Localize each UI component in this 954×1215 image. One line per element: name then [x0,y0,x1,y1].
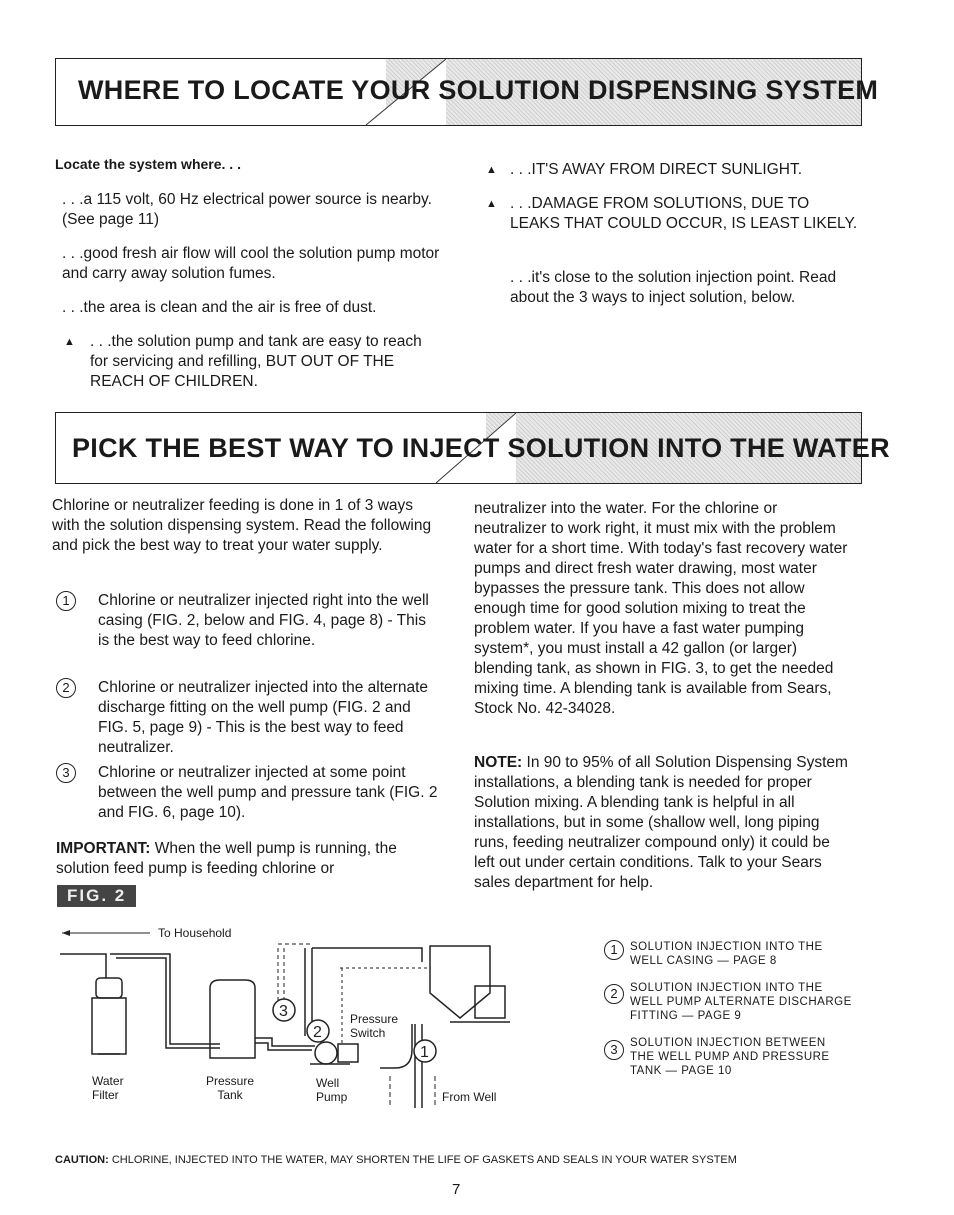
important-text: When the well pump is running, the solution feed pump is feeding chlorine or [56,840,397,877]
section-banner-inject [55,412,890,484]
legend-text-1: SOLUTION INJECTION INTO THE WELL CASING — PAGE 8 [630,941,823,967]
legend-number-2: 2 [604,984,624,1004]
blending-paragraph: neutralizer into the water. For the chlorine or neutralizer to work right, it must mix with the problem water for a short time. With today's fast recovery water pumps and direct fresh water drawing, most water bypasses the pressure tank. This does not allow enough time for good solution mixing to treat the problem water. If you have a fast water pumping system*, you must install a 42 gallon (or larger) blending tank, as shown in FIG. 3, to get the needed mixing time. A blending tank is available from Sears, Stock No. 42-34028. [474,500,848,717]
diagram-marker-1: 1 [420,1044,429,1061]
note-text: In 90 to 95% of all Solution Dispensing System installations, a blending tank is needed for proper Solution mixing. A blending tank is helpful in all installations, but in some (shallow well, long piping runs, feeding neutralizer compound only) it could be left out under certain conditions. Talk to your Sears sales department for help. [474,754,848,891]
option-text-2: Chlorine or neutralizer injected into the alternate discharge fitting on the well pump (FIG. 2 and FIG. 5, page 9) - This is the best way to feed neutralizer. [98,679,428,756]
legend-text-2: SOLUTION INJECTION INTO THE WELL PUMP ALTERNATE DISCHARGE FITTING — PAGE 9 [630,982,852,1022]
note-label: NOTE: [474,754,523,771]
figure-label: FIG. 2 [57,885,136,907]
option-number-1: 1 [56,591,76,611]
label-from-well: From Well [442,1090,497,1104]
section-title-inject: PICK THE BEST WAY TO INJECT SOLUTION INTO THE WATER [72,433,890,463]
important-paragraph [56,839,440,879]
section-banner-locate [55,58,879,126]
locate-item-1: . . .a 115 volt, 60 Hz electrical power source is nearby. (See page 11) [62,191,432,228]
option-number-2: 2 [56,678,76,698]
warning-triangle-icon: ▲ [486,198,497,210]
section-title-locate: WHERE TO LOCATE YOUR SOLUTION DISPENSING SYSTEM [78,75,879,105]
locate-heading: Locate the system where. . . [55,156,241,172]
warning-triangle-icon: ▲ [64,336,75,348]
option-text-3: Chlorine or neutralizer injected at some point between the well pump and pressure tank (FIG. 2 and FIG. 6, page 10). [98,764,438,821]
note-paragraph [474,753,852,893]
locate-item-6: . . .DAMAGE FROM SOLUTIONS, DUE TO LEAKS THAT COULD OCCUR, IS LEAST LIKELY. [510,195,858,232]
locate-item-3: . . .the area is clean and the air is free of dust. [62,299,377,316]
legend-number-3: 3 [604,1040,624,1060]
label-to-household: To Household [158,926,232,940]
caution-line [55,1154,737,1166]
inject-intro: Chlorine or neutralizer feeding is done in 1 of 3 ways with the solution dispensing system. Read the following and pick the best way to treat your water supply. [52,497,432,554]
label-pressure-tank: Pressure Tank [205,1074,255,1102]
option-number-3: 3 [56,763,76,783]
locate-item-4: . . .the solution pump and tank are easy to reach for servicing and refilling, BUT OUT OF THE REACH OF CHILDREN. [90,333,422,390]
important-label: IMPORTANT: [56,840,151,857]
legend-text-3: SOLUTION INJECTION BETWEEN THE WELL PUMP AND PRESSURE TANK — PAGE 10 [630,1037,830,1077]
caution-text: CHLORINE, INJECTED INTO THE WATER, MAY SHORTEN THE LIFE OF GASKETS AND SEALS IN YOUR WATER SYSTEM [111,1154,737,1166]
locate-item-5: . . .IT'S AWAY FROM DIRECT SUNLIGHT. [510,161,803,178]
diagram-marker-2: 2 [313,1024,322,1041]
warning-triangle-icon: ▲ [486,164,497,176]
legend-number-1: 1 [604,940,624,960]
caution-label: CAUTION: [55,1154,109,1166]
label-water-filter: Water Filter [92,1074,124,1102]
page-number: 7 [452,1181,461,1198]
label-well-pump: Well Pump [316,1076,348,1104]
label-pressure-switch: Pressure Switch [350,1012,399,1040]
locate-item-7: . . .it's close to the solution injection point. Read about the 3 ways to inject solution, below. [510,269,837,306]
locate-item-2: . . .good fresh air flow will cool the solution pump motor and carry away solution fumes. [62,245,440,282]
diagram-marker-3: 3 [279,1003,288,1020]
option-text-1: Chlorine or neutralizer injected right into the well casing (FIG. 2, below and FIG. 4, page 8) - This is the best way to feed chlorine. [98,592,429,649]
